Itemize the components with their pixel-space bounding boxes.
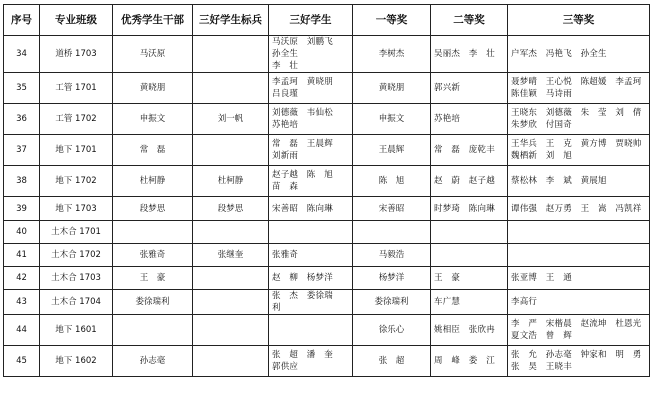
cell-model-student xyxy=(193,221,269,244)
cell-third-prize: 张亚博 王 通 xyxy=(508,267,650,290)
cell-cadre: 黄晓朋 xyxy=(113,73,193,104)
cell-no: 42 xyxy=(4,267,40,290)
cell-cadre: 张雅奇 xyxy=(113,244,193,267)
cell-no: 44 xyxy=(4,315,40,346)
cell-third-prize xyxy=(508,244,650,267)
header-cadre: 优秀学生干部 xyxy=(113,5,193,36)
cell-second-prize xyxy=(431,221,508,244)
header-second-prize: 二等奖 xyxy=(431,5,508,36)
cell-third-prize: 王华兵 王 克 黄方博 贾晓帅 魏栖新 刘 旭 xyxy=(508,135,650,166)
cell-merit-student: 张雅奇 xyxy=(269,244,353,267)
cell-third-prize: 王晓东 刘德薇 朱 莹 刘 倩 朱梦欣 付国奇 xyxy=(508,104,650,135)
table-row xyxy=(4,197,650,221)
cell-model-student xyxy=(193,36,269,73)
cell-merit-student: 马沃原 刘鹏飞 孙全生 李 壮 xyxy=(269,36,353,73)
cell-no: 37 xyxy=(4,135,40,166)
table-row xyxy=(4,73,650,104)
header-third-prize: 三等奖 xyxy=(508,5,650,36)
cell-first-prize: 王晨辉 xyxy=(353,135,431,166)
cell-cadre: 杜柯静 xyxy=(113,166,193,197)
cell-second-prize: 常 磊 庞乾丰 xyxy=(431,135,508,166)
cell-third-prize: 户军杰 冯艳飞 孙全生 xyxy=(508,36,650,73)
cell-no: 41 xyxy=(4,244,40,267)
cell-third-prize: 聂梦晴 王心悦 陈超媛 李孟珂 陈佳颖 马诗雨 xyxy=(508,73,650,104)
table-row xyxy=(4,36,650,73)
cell-no: 36 xyxy=(4,104,40,135)
cell-model-student xyxy=(193,346,269,377)
cell-model-student: 张继奎 xyxy=(193,244,269,267)
cell-merit-student: 常 磊 王晨辉 刘新雨 xyxy=(269,135,353,166)
table-row xyxy=(4,104,650,135)
table-row xyxy=(4,315,650,346)
cell-second-prize: 苏艳培 xyxy=(431,104,508,135)
cell-cadre: 申振文 xyxy=(113,104,193,135)
cell-merit-student: 李孟珂 黄晓朋 吕良瑾 xyxy=(269,73,353,104)
cell-model-student: 段梦思 xyxy=(193,197,269,221)
cell-second-prize: 周 峰 娄 江 xyxy=(431,346,508,377)
cell-no: 38 xyxy=(4,166,40,197)
cell-cadre xyxy=(113,315,193,346)
cell-no: 39 xyxy=(4,197,40,221)
cell-merit-student: 赵子越 陈 旭 苗 森 xyxy=(269,166,353,197)
cell-first-prize: 马毅浩 xyxy=(353,244,431,267)
cell-class: 土木合 1704 xyxy=(40,290,113,315)
cell-no: 35 xyxy=(4,73,40,104)
cell-cadre: 娄徐瑞利 xyxy=(113,290,193,315)
cell-model-student xyxy=(193,290,269,315)
cell-class: 地下 1601 xyxy=(40,315,113,346)
cell-model-student xyxy=(193,267,269,290)
header-no: 序号 xyxy=(4,5,40,36)
cell-first-prize: 宋善昭 xyxy=(353,197,431,221)
cell-no: 34 xyxy=(4,36,40,73)
cell-third-prize: 蔡松林 李 斌 黄展旭 xyxy=(508,166,650,197)
table-row xyxy=(4,135,650,166)
cell-third-prize: 谭伟强 赵万勇 王 嵩 冯凯祥 xyxy=(508,197,650,221)
cell-class: 工管 1702 xyxy=(40,104,113,135)
cell-second-prize: 郭兴新 xyxy=(431,73,508,104)
cell-merit-student: 刘德薇 韦仙松 苏艳培 xyxy=(269,104,353,135)
cell-class: 地下 1701 xyxy=(40,135,113,166)
table-row xyxy=(4,221,650,244)
cell-first-prize: 申振文 xyxy=(353,104,431,135)
cell-second-prize: 姚相臣 张欣冉 xyxy=(431,315,508,346)
table-row xyxy=(4,290,650,315)
cell-no: 45 xyxy=(4,346,40,377)
cell-cadre xyxy=(113,221,193,244)
awards-table xyxy=(3,4,650,377)
cell-merit-student xyxy=(269,221,353,244)
cell-second-prize: 车广慧 xyxy=(431,290,508,315)
cell-model-student xyxy=(193,135,269,166)
cell-cadre: 王 豪 xyxy=(113,267,193,290)
cell-model-student: 杜柯静 xyxy=(193,166,269,197)
table-row xyxy=(4,346,650,377)
cell-class: 工管 1701 xyxy=(40,73,113,104)
cell-second-prize: 赵 蔚 赵子越 xyxy=(431,166,508,197)
cell-merit-student: 张 超 潘 奎 郭供应 xyxy=(269,346,353,377)
cell-no: 43 xyxy=(4,290,40,315)
header-class: 专业班级 xyxy=(40,5,113,36)
cell-class: 土木合 1701 xyxy=(40,221,113,244)
cell-model-student xyxy=(193,315,269,346)
cell-third-prize xyxy=(508,221,650,244)
cell-model-student: 刘一帆 xyxy=(193,104,269,135)
cell-cadre: 马沃原 xyxy=(113,36,193,73)
cell-third-prize: 李 严 宋楷晨 赵流坤 杜恩光 夏文浩 曾 辉 xyxy=(508,315,650,346)
header-model-student: 三好学生标兵 xyxy=(193,5,269,36)
cell-second-prize xyxy=(431,244,508,267)
cell-second-prize: 王 豪 xyxy=(431,267,508,290)
cell-first-prize: 徐乐心 xyxy=(353,315,431,346)
cell-third-prize: 张 允 孙志毫 钟家和 明 勇 张 昊 王晓丰 xyxy=(508,346,650,377)
table-row xyxy=(4,166,650,197)
cell-first-prize: 娄徐瑞利 xyxy=(353,290,431,315)
table-row xyxy=(4,267,650,290)
cell-no: 40 xyxy=(4,221,40,244)
table-body xyxy=(4,36,650,377)
cell-first-prize xyxy=(353,221,431,244)
cell-merit-student: 宋善昭 陈向琳 xyxy=(269,197,353,221)
cell-first-prize: 黄晓朋 xyxy=(353,73,431,104)
cell-class: 土木合 1703 xyxy=(40,267,113,290)
table-row xyxy=(4,244,650,267)
header-merit-student: 三好学生 xyxy=(269,5,353,36)
cell-merit-student: 赵 柳 杨梦洋 xyxy=(269,267,353,290)
cell-first-prize: 杨梦洋 xyxy=(353,267,431,290)
cell-class: 地下 1703 xyxy=(40,197,113,221)
cell-first-prize: 张 超 xyxy=(353,346,431,377)
cell-class: 地下 1602 xyxy=(40,346,113,377)
cell-second-prize: 时梦琦 陈向琳 xyxy=(431,197,508,221)
cell-first-prize: 李树杰 xyxy=(353,36,431,73)
cell-model-student xyxy=(193,73,269,104)
header-row xyxy=(4,5,650,36)
cell-class: 土木合 1702 xyxy=(40,244,113,267)
cell-second-prize: 吴丽杰 李 壮 xyxy=(431,36,508,73)
cell-cadre: 孙志毫 xyxy=(113,346,193,377)
cell-merit-student: 张 杰 娄徐瑞 利 xyxy=(269,290,353,315)
cell-merit-student xyxy=(269,315,353,346)
cell-third-prize: 李高行 xyxy=(508,290,650,315)
cell-class: 地下 1702 xyxy=(40,166,113,197)
cell-cadre: 常 磊 xyxy=(113,135,193,166)
cell-class: 道桥 1703 xyxy=(40,36,113,73)
cell-first-prize: 陈 旭 xyxy=(353,166,431,197)
header-first-prize: 一等奖 xyxy=(353,5,431,36)
cell-cadre: 段梦思 xyxy=(113,197,193,221)
honor-list-sheet xyxy=(3,4,649,408)
